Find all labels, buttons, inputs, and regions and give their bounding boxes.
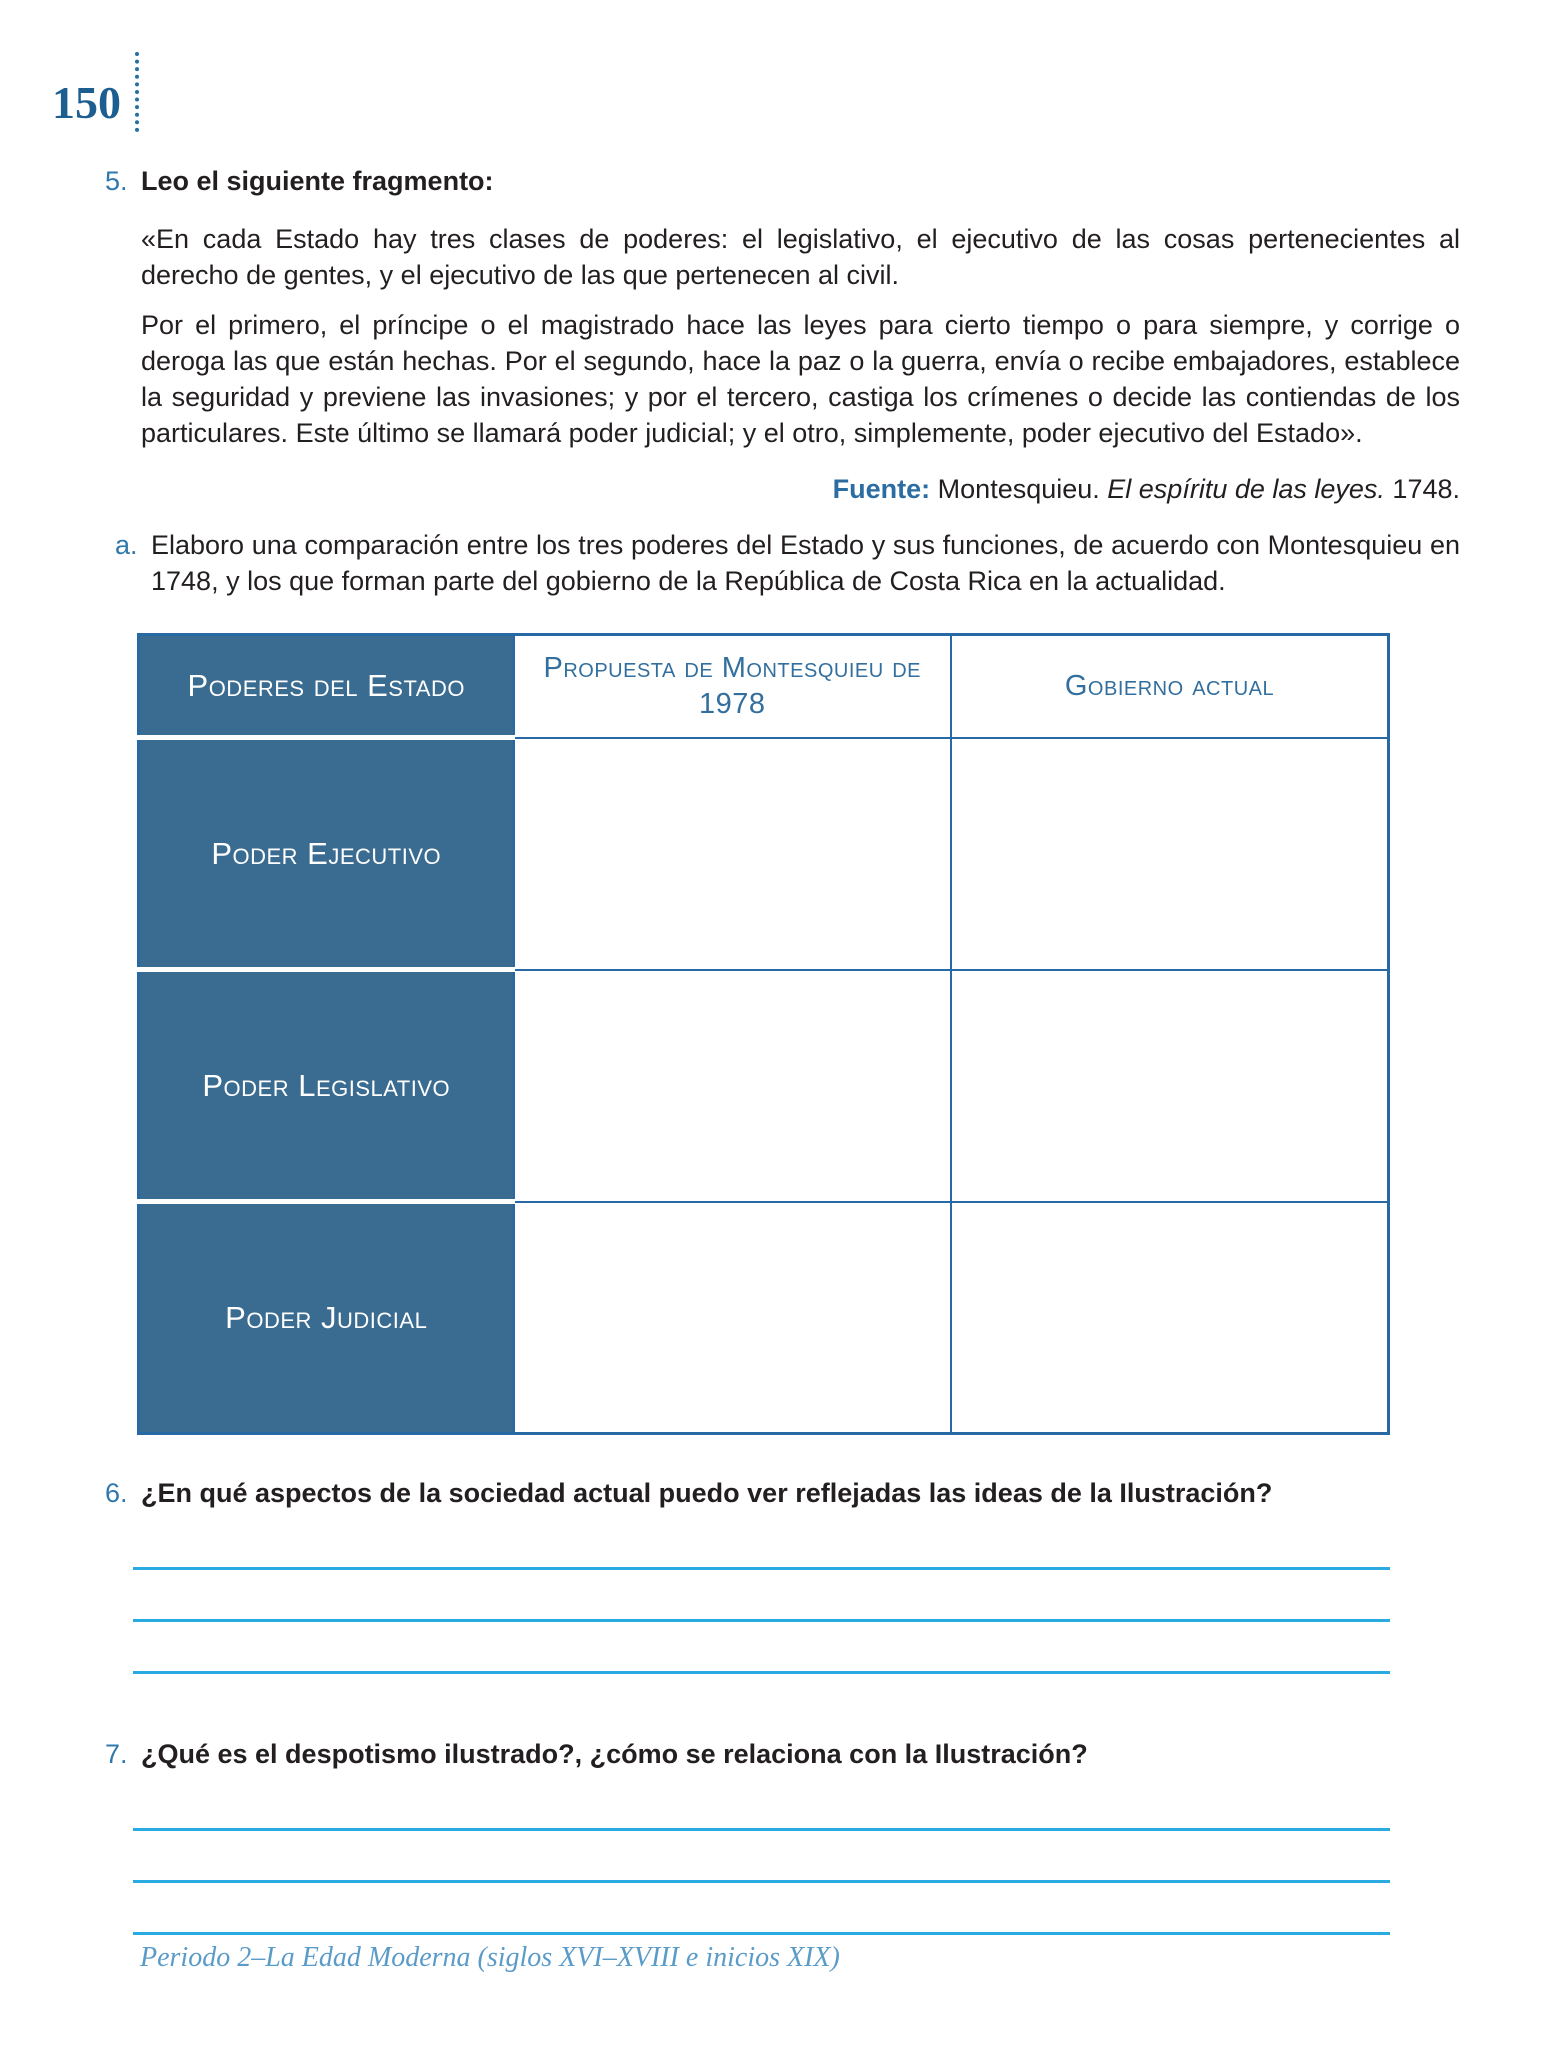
header-poderes-del-estado: Poderes del Estado <box>139 635 514 738</box>
exercise-6-number: 6. <box>105 1478 128 1508</box>
row-label-poder-ejecutivo: Poder Ejecutivo <box>139 738 514 970</box>
main-content <box>105 163 1460 1935</box>
exercise-5-title: Leo el siguiente fragmento: <box>141 166 494 196</box>
exercise-6 <box>105 1475 1460 1511</box>
exercise-7 <box>105 1736 1460 1772</box>
quote-paragraph-1: «En cada Estado hay tres clases de poderes: el legislativo, el ejecutivo de las cosas pertenecientes al derecho de gentes, y el ejecutivo de las que pertenecen al civil. <box>141 224 1460 290</box>
exercise-5-number: 5. <box>105 166 128 196</box>
answer-line <box>133 1932 1390 1935</box>
empty-cell-ejecutivo-actual <box>951 738 1389 970</box>
source-label: Fuente: <box>832 474 931 504</box>
answer-line <box>133 1619 1390 1622</box>
page-number: 150 <box>52 77 121 128</box>
source-year: 1748. <box>1384 474 1460 504</box>
source-author: Montesquieu. <box>930 474 1108 504</box>
answer-line <box>133 1671 1390 1674</box>
exercise-5a-letter: a. <box>115 530 138 560</box>
dotted-divider <box>135 52 139 132</box>
exercise-7-question: ¿Qué es el despotismo ilustrado?, ¿cómo se relaciona con la Ilustración? <box>141 1739 1088 1769</box>
comparison-table-wrap <box>137 633 1460 1435</box>
empty-cell-judicial-actual <box>951 1202 1389 1434</box>
answer-line <box>133 1828 1390 1831</box>
quote-block <box>141 221 1460 451</box>
comparison-table <box>137 633 1390 1435</box>
header-gobierno-actual: Gobierno actual <box>951 635 1389 738</box>
answer-line <box>133 1567 1390 1570</box>
exercise-5 <box>105 163 1460 199</box>
exercise-5a-text: Elaboro una comparación entre los tres poderes del Estado y sus funciones, de acuerdo con Montesquieu en 1748, y los que forman parte del gobierno de la República de Costa Rica en la actualidad. <box>151 530 1460 596</box>
answer-line <box>133 1880 1390 1883</box>
empty-cell-legislativo-montesquieu <box>514 970 952 1202</box>
empty-cell-ejecutivo-montesquieu <box>514 738 952 970</box>
exercise-7-number: 7. <box>105 1739 128 1769</box>
quote-paragraph-2: Por el primero, el príncipe o el magistrado hace las leyes para cierto tiempo o para siempre, y corrige o deroga las que están hechas. Por el segundo, hace la paz o la guerra, envía o recibe embajadores, establece la seguridad y previene las invasiones; y por el tercero, castiga los crímenes o decide las contiendas de los particulares. Este último se llamará poder judicial; y el otro, simplemente, poder ejecutivo del Estado». <box>141 310 1460 448</box>
exercise-6-answer-lines <box>133 1567 1390 1674</box>
row-label-poder-legislativo: Poder Legislativo <box>139 970 514 1202</box>
source-work-title: El espíritu de las leyes. <box>1107 474 1385 504</box>
empty-cell-judicial-montesquieu <box>514 1202 952 1434</box>
page-footer: Periodo 2–La Edad Moderna (siglos XVI–XVIII e inicios XIX) <box>140 1942 840 1973</box>
row-label-poder-judicial: Poder Judicial <box>139 1202 514 1434</box>
table-row <box>139 738 1389 970</box>
page-number-block <box>52 52 139 126</box>
empty-cell-legislativo-actual <box>951 970 1389 1202</box>
exercise-7-answer-lines <box>133 1828 1390 1935</box>
table-row <box>139 970 1389 1202</box>
header-propuesta-montesquieu: Propuesta de Montesquieu de 1978 <box>514 635 952 738</box>
table-header-row <box>139 635 1389 738</box>
exercise-6-question: ¿En qué aspectos de la sociedad actual puedo ver reflejadas las ideas de la Ilustración? <box>141 1478 1273 1508</box>
source-line <box>105 471 1460 507</box>
table-row <box>139 1202 1389 1434</box>
exercise-5a <box>115 527 1460 599</box>
